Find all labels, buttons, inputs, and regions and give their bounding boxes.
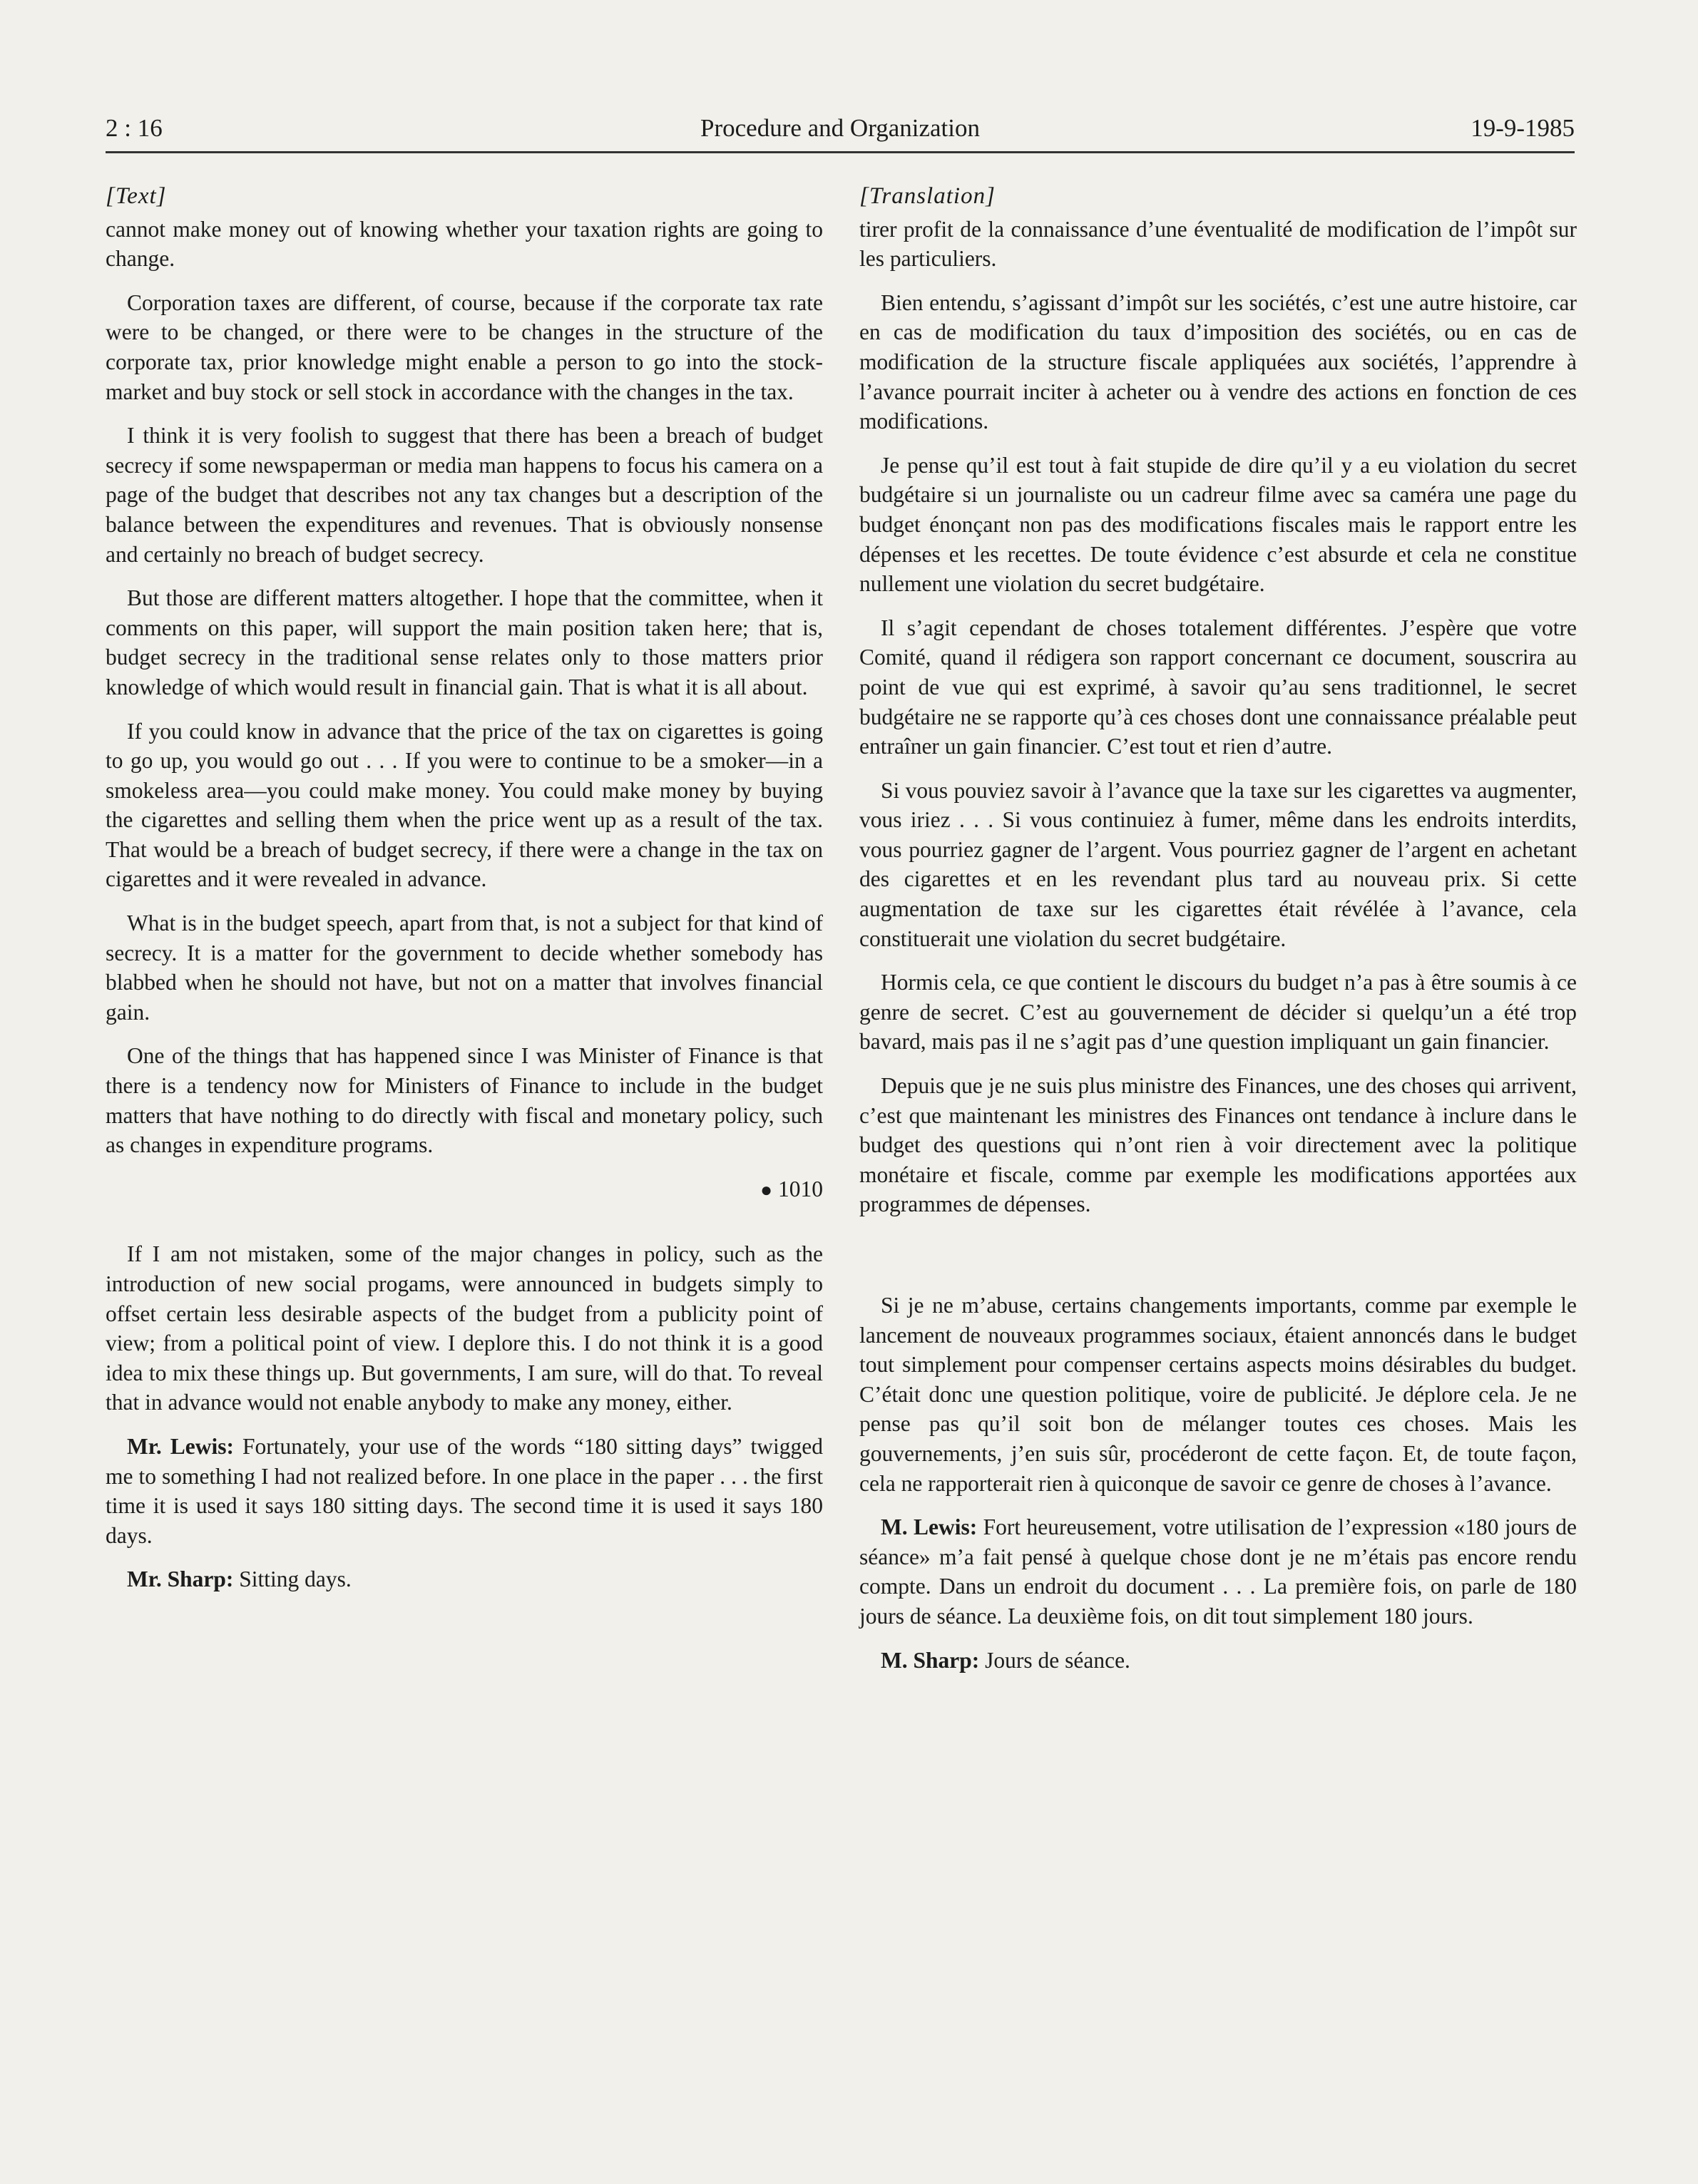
paragraph: Il s’agit cependant de choses totalement différentes. J’espère que votre Comité, quand il rédigera son rapport concernant ce document, souscrira au point de vue qui est exprimé, à savoir qu’au sens traditionnel, le secret budgétaire ne se rapporte qu’à ces choses dont une connaissance préalable peut entraîner un gain financier. C’est tout et rien d’autre.	[859, 615, 1577, 759]
running-title: Procedure and Organization	[700, 114, 980, 142]
header-rule	[106, 151, 1575, 153]
bullet-icon: ●	[760, 1179, 772, 1201]
speaker-paragraph	[859, 1646, 1577, 1676]
text-label: [Text]	[106, 183, 167, 209]
page-number: 2 : 16	[106, 114, 163, 142]
speaker-name: Mr. Lewis:	[127, 1433, 234, 1459]
speaker-name: Mr. Sharp:	[127, 1567, 234, 1592]
french-column	[859, 182, 1577, 1689]
paragraph: Corporation taxes are different, of course, because if the corporate tax rate were to be changed, or there were to be changes in the structure of the corporate tax, prior knowledge might enable a person to go into the stock-market and buy stock or sell stock in accordance with the changes in the tax.	[106, 289, 823, 404]
speaker-text: Sitting days.	[239, 1567, 352, 1592]
paragraph: Bien entendu, s’agissant d’impôt sur les sociétés, c’est une autre histoire, car en cas de modification du taux d’imposition des sociétés, ou en cas de modification de la structure fiscale appliquées aux sociétés, l’apprendre à l’avance pourrait inciter à acheter ou à vendre des actions en fonction de ces modifications.	[859, 289, 1577, 434]
paragraph: Depuis que je ne suis plus ministre des Finances, une des choses qui arrivent, c’est que maintenant les ministres des Finances ont tendance à inclure dans le budget des questions qui n’ont rien à voir directement avec la politique monétaire et fiscale, comme par exemple les modifications apportées aux programmes de dépenses.	[859, 1073, 1577, 1217]
speaker-text: Fortunately, your use of the words “180 sitting days” twigged me to something I had not realized before. In one place in the paper . . . the first time it is used it says 180 sitting days. The second time it is used it says 180 days.	[106, 1433, 823, 1548]
paragraph: If you could know in advance that the price of the tax on cigarettes is going to go up, you would go out . . . If you were to continue to be a smoker—in a smokeless area—you could make money. You could make money by buying the cigarettes and selling them when the price went up as a result of the tax. That would be a breach of budget secrecy, if there were a change in the tax on cigarettes and it were revealed in advance.	[106, 718, 823, 892]
speaker-text: Jours de séance.	[985, 1647, 1130, 1673]
header-date: 19-9-1985	[1471, 114, 1575, 142]
paragraph: If I am not mistaken, some of the major changes in policy, such as the introduction of new social progams, were announced in budgets simply to offset certain less desirable aspects of the budget from a publicity point of view; from a political point of view. I deplore this. I do not think it is a good idea to mix these things up. But governments, I am sure, will do that. To reveal that in advance would not enable anybody to make any money, either.	[106, 1241, 823, 1415]
paragraph: Hormis cela, ce que contient le discours du budget n’a pas à être soumis à ce genre de secret. C’est au gouvernement de décider si quelqu’un a été trop bavard, mais pas il ne s’agit pas d’une question impliquant un gain financier.	[859, 970, 1577, 1055]
speaker-paragraph	[859, 1512, 1577, 1631]
page-header	[106, 114, 1575, 154]
speaker-paragraph	[106, 1564, 823, 1594]
column-gap	[859, 1234, 1577, 1291]
paragraph: One of the things that has happened since I was Minister of Finance is that there is a tendency now for Ministers of Finance to include in the budget matters that have nothing to do directly with fiscal and monetary policy, such as changes in expenditure programs.	[106, 1043, 823, 1158]
timestamp	[106, 1174, 823, 1206]
paragraph: Si vous pouviez savoir à l’avance que la taxe sur les cigarettes va augmenter, vous iriez . . . Si vous continuiez à fumer, même dans les endroits interdits, vous pourriez gagner de l’argent. Vous pourriez gagner de l’argent en achetant des cigarettes et en les revendant plus tard au nouveau prix. Si cette augmentation de taxe sur les cigarettes était révélée à l’avance, cela constituerait une violation du secret budgétaire.	[859, 777, 1577, 951]
english-column	[106, 182, 823, 1609]
speaker-text: Fort heureusement, votre utilisation de l’expression «180 jours de séance» m’a fait pensé à quelque chose dont je ne m’étais pas encore rendu compte. Dans un endroit du document . . . La première fois, on parle de 180 jours de séance. La deuxième fois, on dit tout simplement 180 jours.	[859, 1514, 1577, 1629]
speaker-name: M. Sharp:	[881, 1647, 980, 1673]
paragraph: I think it is very foolish to suggest that there has been a breach of budget secrecy if some newspaperman or media man happens to focus his camera on a page of the budget that describes not any tax changes but a description of the balance between the expenditures and revenues. That is obviously nonsense and certainly no breach of budget secrecy.	[106, 423, 823, 567]
paragraph: What is in the budget speech, apart from that, is not a subject for that kind of secrecy. It is a matter for the government to decide whether somebody has blabbed when he should not have, but not on a matter that involves financial gain.	[106, 911, 823, 1025]
speaker-paragraph	[106, 1432, 823, 1550]
paragraph: Si je ne m’abuse, certains changements importants, comme par exemple le lancement de nouveaux programmes sociaux, étaient annoncés dans le budget tout simplement pour compenser certains aspects moins désirables du budget. C’était donc une question politique, voire de publicité. Je déplore cela. Je ne pense pas qu’il soit bon de mélanger toutes ces choses. Mais les gouvernements, j’en suis sûr, procéderont de cette façon. Et, de toute façon, cela ne rapporterait rien à quiconque de savoir ce genre de choses à l’avance.	[859, 1293, 1577, 1496]
paragraph: cannot make money out of knowing whether your taxation rights are going to change.	[106, 216, 823, 272]
speaker-name: M. Lewis:	[881, 1514, 978, 1540]
paragraph: But those are different matters altogether. I hope that the committee, when it comments on this paper, will support the main position taken here; that is, budget secrecy in the traditional sense relates only to those matters prior knowledge of which would result in financial gain. That is what it is all about.	[106, 585, 823, 699]
paragraph: tirer profit de la connaissance d’une éventualité de modification de l’impôt sur les particuliers.	[859, 216, 1577, 272]
translation-label: [Translation]	[859, 183, 996, 209]
paragraph: Je pense qu’il est tout à fait stupide de dire qu’il y a eu violation du secret budgétaire si un journaliste ou un cadreur filme avec sa caméra une page du budget énonçant non pas des modifications fiscales mais le rapport entre les dépenses et les recettes. De toute évidence c’est absurde et cela ne constitue nullement une violation du secret budgétaire.	[859, 452, 1577, 597]
timestamp-value: 1010	[778, 1176, 823, 1201]
